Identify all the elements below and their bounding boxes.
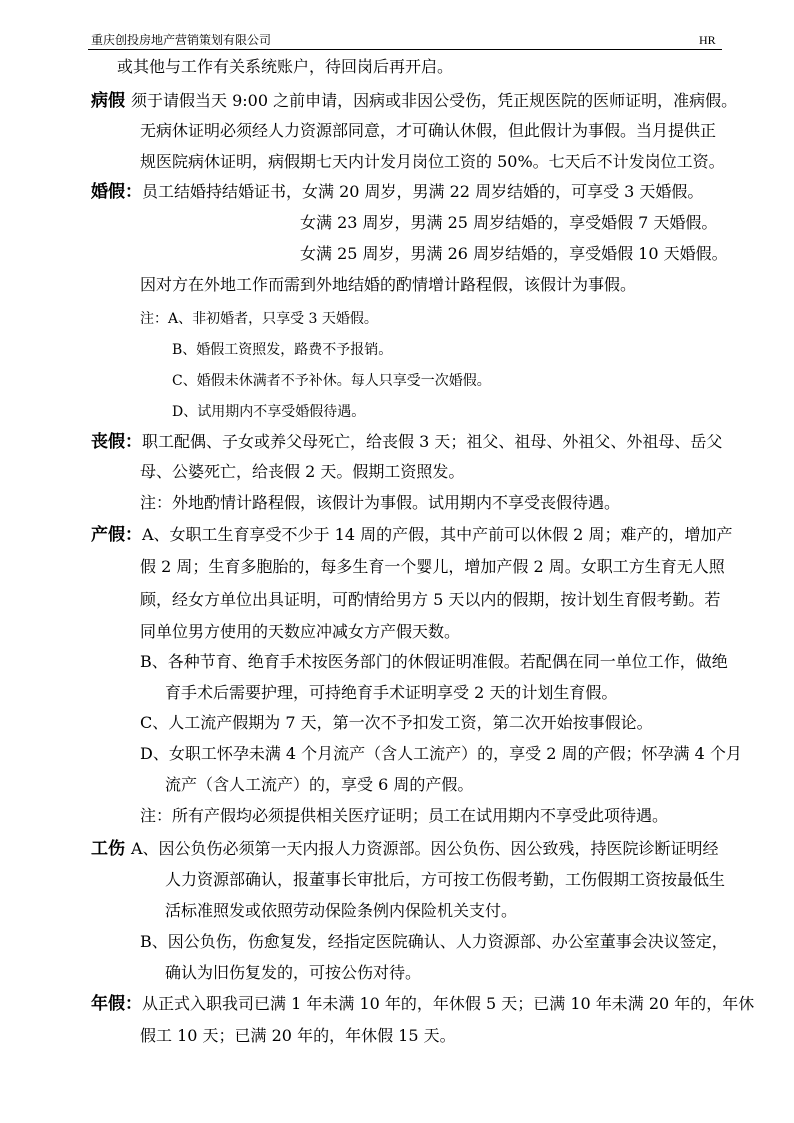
work-injury-line: B、因公负伤，伤愈复发，经指定医院确认、人力资源部、办公室董事会决议签定， [140, 932, 728, 951]
work-injury-line: 活标准照发或依照劳动保险条例内保险机关支付。 [165, 901, 518, 920]
funeral-leave-text: 职工配偶、子女或养父母死亡，给丧假 3 天；祖父、祖母、外祖父、外祖母、岳父 [142, 432, 723, 451]
maternity-leave-line: B、各种节育、绝育手术按医务部门的休假证明准假。若配偶在同一单位工作，做绝 [140, 652, 728, 671]
work-injury-line: 确认为旧伤复发的，可按公伤对待。 [165, 963, 422, 982]
sick-leave-line: 无病休证明必须经人力资源部同意，才可确认休假，但此假计为事假。当月提供正 [140, 121, 717, 140]
marriage-leave-line: 因对方在外地工作而需到外地结婚的酌情增计路程假，该假计为事假。 [140, 275, 637, 294]
work-injury-first-line [91, 839, 719, 859]
marriage-leave-note: D、试用期内不享受婚假待遇。 [172, 404, 366, 420]
maternity-leave-line: C、人工流产假期为 7 天，第一次不予扣发工资，第二次开始按事假论。 [140, 713, 653, 732]
maternity-leave-line: 同单位男方使用的天数应冲减女方产假天数。 [140, 622, 461, 641]
continuation-line: 或其他与工作有关系统账户，待回岗后再开启。 [117, 57, 454, 76]
maternity-leave-line: 流产（含人工流产）的，享受 6 周的产假。 [165, 775, 474, 794]
maternity-leave-line: 顾，经女方单位出具证明，可酌情给男方 5 天以内的假期，按计划生育假考勤。若 [140, 590, 721, 609]
marriage-leave-note: B、婚假工资照发，路费不予报销。 [172, 342, 393, 358]
marriage-leave-first-line [91, 182, 703, 202]
header-rule [88, 49, 722, 50]
work-injury-line: 人力资源部确认，报董事长审批后，方可按工伤假考勤，工伤假期工资按最低生 [165, 870, 726, 889]
header-company-name: 重庆创投房地产营销策划有限公司 [91, 33, 272, 47]
marriage-leave-text: 员工结婚持结婚证书，女满 20 周岁，男满 22 周岁结婚的，可享受 3 天婚假。 [142, 182, 704, 201]
work-injury-text: A、因公负伤必须第一天内报人力资源部。因公负伤、因公致残，持医院诊断证明经 [131, 839, 719, 858]
funeral-leave-line: 母、公婆死亡，给丧假 2 天。假期工资照发。 [140, 462, 465, 481]
header-department-code: HR [699, 33, 716, 47]
marriage-leave-term: 婚假： [91, 182, 142, 202]
maternity-leave-line: 育手术后需要护理，可持绝育手术证明享受 2 天的计划生育假。 [165, 683, 618, 702]
annual-leave-line: 假工 10 天；已满 20 年的，年休假 15 天。 [140, 1026, 456, 1045]
sick-leave-line: 规医院病休证明，病假期七天内计发月岗位工资的 50%。七天后不计发岗位工资。 [140, 152, 725, 171]
maternity-leave-note: 注：所有产假均必须提供相关医疗证明；员工在试用期内不享受此项待遇。 [140, 806, 669, 825]
work-injury-term: 工伤 [91, 839, 125, 859]
sick-leave-first-line [91, 91, 737, 111]
maternity-leave-term: 产假： [91, 525, 142, 545]
sick-leave-text: 须于请假当天 9:00 之前申请，因病或非因公受伤，凭正规医院的医师证明，准病假。 [131, 91, 738, 110]
marriage-leave-note: C、婚假未休满者不予补休。每人只享受一次婚假。 [172, 373, 491, 389]
marriage-leave-line: 女满 23 周岁，男满 25 周岁结婚的，享受婚假 7 天婚假。 [300, 213, 718, 232]
funeral-leave-term: 丧假： [91, 432, 142, 452]
annual-leave-term: 年假： [91, 994, 142, 1014]
sick-leave-term: 病假 [91, 91, 125, 111]
maternity-leave-first-line [91, 525, 732, 545]
annual-leave-text: 从正式入职我司已满 1 年未满 10 年的，年休假 5 天；已满 10 年未满 20 年的，年休 [142, 994, 755, 1013]
marriage-leave-note: 注：A、非初婚者，只享受 3 天婚假。 [140, 311, 378, 327]
maternity-leave-line: D、女职工怀孕未满 4 个月流产（含人工流产）的，享受 2 周的产假；怀孕满 4 个月 [140, 744, 742, 763]
maternity-leave-text: A、女职工生育享受不少于 14 周的产假，其中产前可以休假 2 周；难产的，增加产 [142, 525, 733, 544]
marriage-leave-line: 女满 25 周岁，男满 26 周岁结婚的，享受婚假 10 天婚假。 [300, 244, 728, 263]
annual-leave-first-line [91, 994, 754, 1014]
maternity-leave-line: 假 2 周；生育多胞胎的，每多生育一个婴儿，增加产假 2 周。女职工方生育无人照 [140, 557, 725, 576]
funeral-leave-note: 注：外地酌情计路程假，该假计为事假。试用期内不享受丧假待遇。 [140, 493, 621, 512]
funeral-leave-first-line [91, 432, 722, 452]
